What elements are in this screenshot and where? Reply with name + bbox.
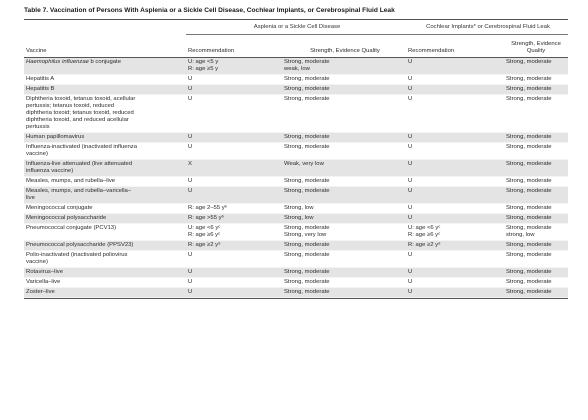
- cell-recommendation-2: U: [406, 160, 504, 177]
- cell-recommendation-2: U: [406, 204, 504, 214]
- cell-vaccine: [24, 95, 186, 133]
- cell-strength-2: Strong, moderate: [504, 133, 568, 143]
- table-row: [24, 288, 568, 298]
- cell-vaccine: [24, 224, 186, 241]
- table-row: [24, 95, 568, 133]
- cell-recommendation-2: R: age ≥2 yᵈ: [406, 241, 504, 251]
- cell-recommendation-2: U: [406, 288, 504, 298]
- col-header-vaccine: Vaccine: [24, 35, 186, 58]
- cell-strength-2: Strong, moderate: [504, 85, 568, 95]
- vaccine-name-text: Human papillomavirus: [26, 134, 85, 140]
- vaccine-name: [26, 59, 138, 66]
- vaccine-name: [26, 215, 138, 222]
- group-header-asplenia: Asplenia or a Sickle Cell Disease: [186, 20, 406, 35]
- vaccination-table: [24, 20, 568, 298]
- cell-vaccine: [24, 177, 186, 187]
- cell-recommendation-1: U: [186, 133, 282, 143]
- cell-vaccine: [24, 278, 186, 288]
- table-row: [24, 75, 568, 85]
- vaccine-name: [26, 269, 138, 276]
- table-row: [24, 58, 568, 75]
- cell-recommendation-1: U: [186, 268, 282, 278]
- vaccine-name: [26, 252, 138, 266]
- vaccine-name-text: Pneumococcal conjugate (PCV13): [26, 225, 117, 231]
- table-row: [24, 143, 568, 160]
- table-row: [24, 214, 568, 224]
- cell-strength-1: Strong, moderate: [282, 187, 406, 204]
- vaccine-name-text: Measles, mumps, and rubella–varicella–live: [26, 188, 132, 201]
- vaccine-name-text: Influenza-inactivated (inactivated influenza vaccine): [26, 144, 138, 157]
- cell-vaccine: [24, 75, 186, 85]
- cell-recommendation-1: U: [186, 278, 282, 288]
- cell-strength-2: Strong, moderate: [504, 58, 568, 75]
- col-header-strength-1: [282, 35, 406, 58]
- cell-recommendation-1: U: [186, 75, 282, 85]
- cell-vaccine: [24, 241, 186, 251]
- col-header-strength-1-label: Strength, Evidence Quality: [310, 48, 380, 54]
- cell-strength-1: Strong, moderate: [282, 75, 406, 85]
- vaccine-name-text: Zoster–live: [26, 289, 55, 295]
- cell-strength-1: Strong, moderate: [282, 268, 406, 278]
- cell-strength-2: Strong, moderate: [504, 143, 568, 160]
- cell-strength-2: Strong, moderate: [504, 288, 568, 298]
- cell-recommendation-1: U: [186, 95, 282, 133]
- cell-strength-1: Strong, moderate: [282, 177, 406, 187]
- cell-recommendation-1: R: age ≥2 yᵈ: [186, 241, 282, 251]
- cell-recommendation-2: U: [406, 187, 504, 204]
- vaccine-name: [26, 205, 138, 212]
- cell-vaccine: [24, 160, 186, 177]
- table-row: [24, 160, 568, 177]
- table-title: Table 7. Vaccination of Persons With Asplenia or a Sickle Cell Disease, Cochlear Implants, or Cerebrospinal Fluid Leak: [24, 6, 568, 20]
- cell-vaccine: [24, 58, 186, 75]
- table-bottom-rule: [24, 298, 568, 299]
- cell-recommendation-1: U: [186, 251, 282, 268]
- cell-strength-1: Strong, moderate: [282, 133, 406, 143]
- cell-recommendation-2: U: [406, 177, 504, 187]
- vaccine-name-text: Meningococcal polysaccharide: [26, 215, 107, 221]
- vaccine-name-text: Pneumococcal polysaccharide (PPSV23): [26, 242, 134, 248]
- vaccine-name-text: b conjugate: [88, 59, 121, 65]
- cell-strength-1: Strong, moderate weak, low: [282, 58, 406, 75]
- vaccine-name: [26, 86, 138, 93]
- cell-strength-2: Strong, moderate strong, low: [504, 224, 568, 241]
- cell-strength-1: Strong, moderate Strong, very low: [282, 224, 406, 241]
- vaccine-name: [26, 279, 138, 286]
- cell-strength-1: Strong, moderate: [282, 278, 406, 288]
- cell-recommendation-2: U: [406, 95, 504, 133]
- cell-recommendation-1: X: [186, 160, 282, 177]
- cell-vaccine: [24, 143, 186, 160]
- table-row: [24, 133, 568, 143]
- group-header-cochlear: Cochlear Implants* or Cerebrospinal Fluid Leak: [406, 20, 568, 35]
- cell-vaccine: [24, 133, 186, 143]
- cell-vaccine: [24, 268, 186, 278]
- cell-strength-2: Strong, moderate: [504, 160, 568, 177]
- cell-vaccine: [24, 251, 186, 268]
- cell-strength-2: Strong, moderate: [504, 75, 568, 85]
- table-row: [24, 224, 568, 241]
- vaccine-name-text: Meningococcal conjugate: [26, 205, 93, 211]
- column-header-row: [24, 35, 568, 58]
- cell-recommendation-1: U: [186, 177, 282, 187]
- vaccine-name-text: Diphtheria toxoid, tetanus toxoid, acellular pertussis; tetanus toxoid, reduced diphtheria toxoid; tetanus toxoid, reduced diphtheria toxoid, and reduced acellular pertussis: [26, 96, 136, 130]
- cell-vaccine: [24, 288, 186, 298]
- cell-strength-2: Strong, moderate: [504, 241, 568, 251]
- vaccine-name: [26, 96, 138, 131]
- vaccine-name-text: Varicella–live: [26, 279, 61, 285]
- cell-recommendation-1: U: [186, 85, 282, 95]
- cell-recommendation-2: U: age <6 yᶜ R: age ≥6 yᶜ: [406, 224, 504, 241]
- table-row: [24, 177, 568, 187]
- cell-strength-2: Strong, moderate: [504, 268, 568, 278]
- vaccine-name-text: Influenza-live attenuated (live attenuated influenza vaccine): [26, 161, 133, 174]
- table-row: [24, 268, 568, 278]
- cell-vaccine: [24, 85, 186, 95]
- vaccine-name: [26, 225, 138, 232]
- cell-vaccine: [24, 187, 186, 204]
- group-header-row: [24, 20, 568, 35]
- cell-strength-2: Strong, moderate: [504, 204, 568, 214]
- vaccine-name: [26, 289, 138, 296]
- cell-strength-2: Strong, moderate: [504, 278, 568, 288]
- cell-strength-1: Strong, moderate: [282, 143, 406, 160]
- cell-recommendation-1: U: age <5 y R: age ≥5 y: [186, 58, 282, 75]
- cell-strength-1: Strong, moderate: [282, 95, 406, 133]
- cell-recommendation-2: U: [406, 214, 504, 224]
- table-row: [24, 187, 568, 204]
- cell-recommendation-1: R: age >55 yᵇ: [186, 214, 282, 224]
- cell-vaccine: [24, 204, 186, 214]
- cell-recommendation-1: U: [186, 187, 282, 204]
- cell-recommendation-2: U: [406, 85, 504, 95]
- table-row: [24, 278, 568, 288]
- cell-strength-1: Strong, low: [282, 214, 406, 224]
- vaccine-name: [26, 144, 138, 158]
- cell-recommendation-2: U: [406, 75, 504, 85]
- table-row: [24, 204, 568, 214]
- vaccine-name: [26, 161, 138, 175]
- cell-recommendation-2: U: [406, 58, 504, 75]
- group-header-empty: [24, 20, 186, 35]
- cell-vaccine: [24, 214, 186, 224]
- vaccine-name-text: Hepatitis B: [26, 86, 55, 92]
- vaccine-name-italic: Haemophilus influenzae: [26, 59, 89, 65]
- cell-recommendation-1: U: [186, 143, 282, 160]
- cell-strength-1: Strong, moderate: [282, 251, 406, 268]
- cell-strength-2: Strong, moderate: [504, 95, 568, 133]
- table-body: [24, 58, 568, 298]
- cell-strength-2: Strong, moderate: [504, 177, 568, 187]
- vaccine-name: [26, 242, 138, 249]
- cell-recommendation-1: U: age <6 yᶜ R: age ≥6 yᶜ: [186, 224, 282, 241]
- cell-strength-1: Strong, moderate: [282, 288, 406, 298]
- vaccine-name: [26, 188, 138, 202]
- vaccine-name-text: Rotavirus–live: [26, 269, 63, 275]
- table-row: [24, 241, 568, 251]
- cell-strength-2: Strong, moderate: [504, 187, 568, 204]
- cell-strength-2: Strong, moderate: [504, 251, 568, 268]
- col-header-recommendation-1: Recommendation: [186, 35, 282, 58]
- vaccine-name-text: Polio-inactivated (inactivated poliovirus vaccine): [26, 252, 128, 265]
- cell-recommendation-2: U: [406, 268, 504, 278]
- cell-recommendation-1: R: age 2–55 yᵇ: [186, 204, 282, 214]
- table-row: [24, 251, 568, 268]
- vaccine-name-text: Hepatitis A: [26, 76, 55, 82]
- cell-recommendation-2: U: [406, 133, 504, 143]
- cell-strength-1: Strong, moderate: [282, 241, 406, 251]
- cell-strength-1: Weak, very low: [282, 160, 406, 177]
- cell-recommendation-2: U: [406, 143, 504, 160]
- col-header-strength-2-label: Strength, Evidence Quality: [511, 41, 561, 54]
- cell-recommendation-2: U: [406, 251, 504, 268]
- table-row: [24, 85, 568, 95]
- cell-strength-1: Strong, low: [282, 204, 406, 214]
- col-header-strength-2: [504, 35, 568, 58]
- cell-recommendation-1: U: [186, 288, 282, 298]
- cell-recommendation-2: U: [406, 278, 504, 288]
- col-header-recommendation-2: Recommendation: [406, 35, 504, 58]
- vaccine-name-text: Measles, mumps, and rubella–live: [26, 178, 116, 184]
- vaccine-name: [26, 76, 138, 83]
- cell-strength-1: Strong, moderate: [282, 85, 406, 95]
- vaccine-name: [26, 134, 138, 141]
- vaccine-name: [26, 178, 138, 185]
- cell-strength-2: Strong, moderate: [504, 214, 568, 224]
